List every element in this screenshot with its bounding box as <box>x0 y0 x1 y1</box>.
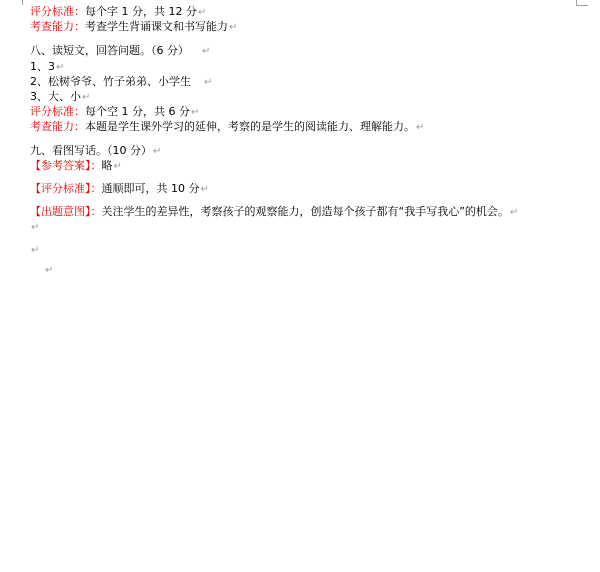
scoring-standard-line <box>30 105 199 119</box>
reference-answer-line <box>30 159 122 173</box>
paragraph-mark-icon: ↵ <box>153 146 162 157</box>
intent-line <box>30 205 518 219</box>
paragraph-mark-icon: ↵ <box>509 207 519 218</box>
paragraph-mark-icon: ↵ <box>229 22 238 33</box>
ability-label: 考查能力： <box>30 120 85 133</box>
page-corner-mark <box>576 5 588 6</box>
answer-text: 2、松树爷爷、竹子弟弟、小学生 <box>30 75 191 88</box>
paragraph-mark-icon: ↵ <box>197 7 207 18</box>
scoring-standard-text: 每个字 1 分，共 12 分 <box>85 5 197 18</box>
paragraph-mark-icon: ↵ <box>31 222 40 233</box>
question-8-title: 八、读短文，回答问题。（6 分） <box>30 44 189 57</box>
question-9-title: 九、看图写话。（10 分） <box>30 144 152 157</box>
scoring-standard-line <box>30 5 206 19</box>
empty-paragraph <box>30 243 39 257</box>
ability-label: 考查能力： <box>30 20 85 33</box>
paragraph-mark-icon: ↵ <box>416 122 425 133</box>
empty-paragraph <box>44 263 53 277</box>
reference-answer-label: 【参考答案】： <box>30 159 102 172</box>
scoring-standard-text: 每个空 1 分，共 6 分 <box>85 105 190 118</box>
answer-line <box>30 60 64 74</box>
paragraph-mark-icon: ↵ <box>31 245 40 256</box>
page-corner-mark <box>22 0 23 5</box>
answer-line <box>30 75 212 89</box>
ability-text: 考查学生背诵课文和书写能力 <box>85 20 228 33</box>
scoring-standard-line <box>30 182 209 196</box>
intent-text: 关注学生的差异性，考察孩子的观察能力，创造每个孩子都有“我手写我心”的机会。 <box>101 205 509 218</box>
paragraph-mark-icon: ↵ <box>202 46 211 57</box>
scoring-standard-text: 通顺即可，共 10 分 <box>101 182 200 195</box>
paragraph-mark-icon: ↵ <box>82 92 91 103</box>
paragraph-mark-icon: ↵ <box>190 107 200 118</box>
answer-text: 3、大、小 <box>30 90 81 103</box>
scoring-standard-label: 评分标准： <box>30 5 85 18</box>
question-9-heading <box>30 144 161 158</box>
paragraph-mark-icon: ↵ <box>200 184 209 195</box>
intent-label: 【出题意图】： <box>30 205 102 218</box>
scoring-standard-label: 评分标准： <box>30 105 85 118</box>
paragraph-mark-icon: ↵ <box>113 161 122 172</box>
paragraph-mark-icon: ↵ <box>56 62 65 73</box>
answer-line <box>30 90 90 104</box>
answer-text: 1、3 <box>30 60 55 73</box>
paragraph-mark-icon: ↵ <box>45 265 54 276</box>
ability-line <box>30 120 424 134</box>
ability-text: 本题是学生课外学习的延伸，考察的是学生的阅读能力、理解能力。 <box>85 120 415 133</box>
empty-paragraph <box>30 220 39 234</box>
scoring-standard-label: 【评分标准】： <box>30 182 102 195</box>
paragraph-mark-icon: ↵ <box>204 77 213 88</box>
reference-answer-text: 略 <box>101 159 113 172</box>
question-8-heading <box>30 44 210 58</box>
ability-line <box>30 20 237 34</box>
